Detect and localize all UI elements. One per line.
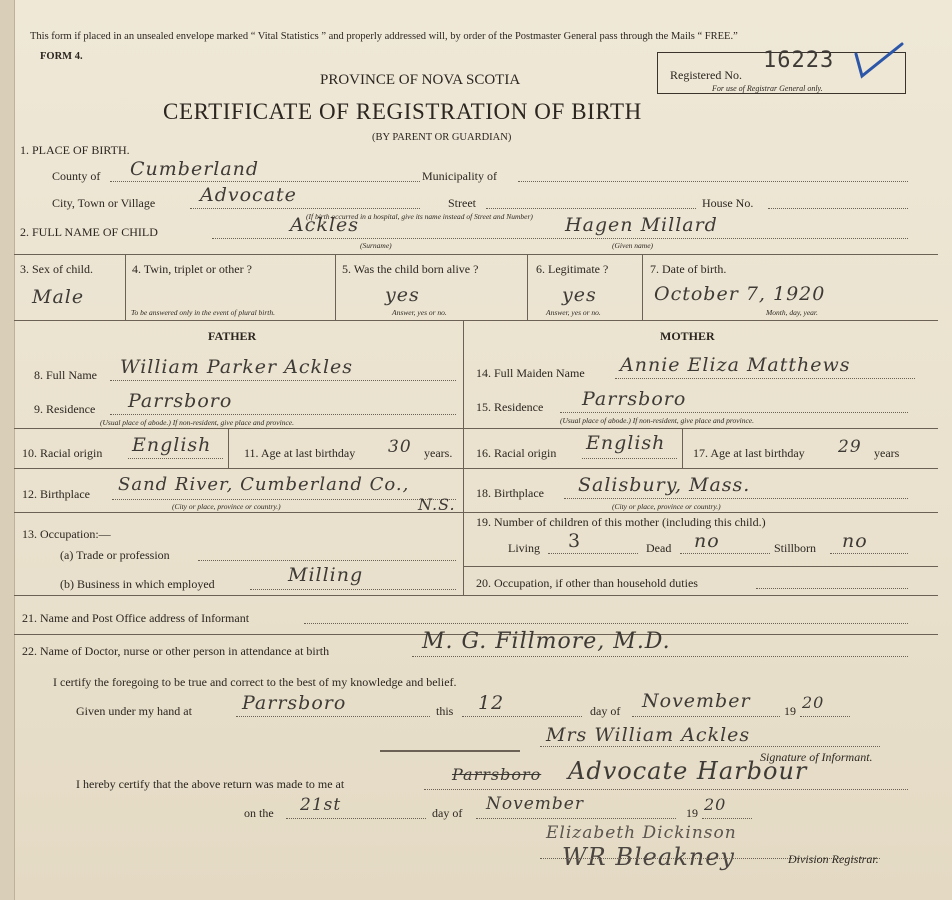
father-occupation-label: 13. Occupation:— xyxy=(22,527,111,541)
doctor-line xyxy=(412,656,908,657)
given-under-label: Given under my hand at xyxy=(76,704,192,718)
county-value: Cumberland xyxy=(130,158,260,180)
col-divider-2 xyxy=(335,254,336,320)
county-line xyxy=(110,181,420,182)
mother-racial-line xyxy=(582,458,677,459)
province-heading: PROVINCE OF NOVA SCOTIA xyxy=(320,72,521,88)
street-label: Street xyxy=(448,196,476,210)
father-years: years. xyxy=(424,446,453,460)
postal-notice: This form if placed in an unsealed envelope marked “ Vital Statistics ” and properly addressed will, by order of the Postmaster General pass through the Mails “ FREE.” xyxy=(30,31,738,42)
legit-note: Answer, yes or no. xyxy=(546,308,601,317)
house-no-label: House No. xyxy=(702,196,754,210)
living-label: Living xyxy=(508,541,540,555)
crossed-place: Parrsboro xyxy=(452,765,542,784)
blue-check-mark-icon xyxy=(852,40,907,85)
registration-day: 21st xyxy=(300,795,342,815)
legit-value: yes xyxy=(562,284,597,306)
father-heading: FATHER xyxy=(208,329,257,343)
given-place: Parrsboro xyxy=(242,692,347,714)
registrar-use-note: For use of Registrar General only. xyxy=(712,84,823,93)
mother-racial-label: 16. Racial origin xyxy=(476,446,557,460)
informant-label: 21. Name and Post Office address of Informant xyxy=(22,611,250,625)
father-birthplace-label: 12. Birthplace xyxy=(22,487,90,501)
city-label: City, Town or Village xyxy=(52,196,156,210)
row-bottom-rule xyxy=(14,320,938,321)
father-trade-line xyxy=(198,560,456,561)
given-name-caption: (Given name) xyxy=(612,241,654,250)
mother-birthplace-label: 18. Birthplace xyxy=(476,486,544,500)
child-name-label: 2. FULL NAME OF CHILD xyxy=(20,225,158,239)
mother-children-rule xyxy=(463,512,938,513)
mother-occupation-label: 20. Occupation, if other than household duties xyxy=(476,576,698,590)
reg-year-prefix: 19 xyxy=(686,806,698,820)
father-racial-top-rule xyxy=(14,428,463,429)
county-label: County of xyxy=(52,169,101,183)
mother-years: years xyxy=(874,446,900,460)
father-birthplace: Sand River, Cumberland Co., xyxy=(118,474,410,495)
mother-racial-divider xyxy=(682,428,683,468)
center-rule xyxy=(380,750,520,752)
child-name-line xyxy=(212,238,908,239)
month-line xyxy=(632,716,780,717)
living-value: 3 xyxy=(568,530,582,552)
registrar-caption: Division Registrar. xyxy=(788,852,879,866)
living-line xyxy=(548,553,638,554)
mother-name-line xyxy=(615,378,915,379)
informant-line xyxy=(304,623,908,624)
given-day: 12 xyxy=(478,692,505,714)
hospital-note: (If birth occurred in a hospital, give its name instead of Street and Number) xyxy=(306,212,533,221)
father-name-label: 8. Full Name xyxy=(34,368,97,382)
on-the-label: on the xyxy=(244,806,274,820)
informant-sig-line xyxy=(540,746,880,747)
reg-day-of-label: day of xyxy=(432,806,463,820)
city-line xyxy=(190,208,420,209)
informant-top-rule xyxy=(14,595,938,596)
stillborn-line xyxy=(830,553,908,554)
father-trade-label: (a) Trade or profession xyxy=(60,548,170,562)
sex-value: Male xyxy=(32,286,85,308)
mother-age-label: 17. Age at last birthday xyxy=(693,446,805,460)
mother-birthplace-line xyxy=(564,498,908,499)
registration-month: November xyxy=(486,794,584,814)
registered-number: 16223 xyxy=(763,48,835,73)
given-month: November xyxy=(642,690,751,712)
father-birthplace-line xyxy=(112,499,456,500)
alive-label: 5. Was the child born alive ? xyxy=(342,262,479,276)
registrar-signature-2: WR Bleakney xyxy=(562,843,735,871)
father-business: Milling xyxy=(288,564,364,586)
mother-birthplace-note: (City or place, province or country.) xyxy=(612,502,721,511)
registrar-statement: I hereby certify that the above return was made to me at xyxy=(76,777,345,791)
legit-label: 6. Legitimate ? xyxy=(536,262,609,276)
father-name-line xyxy=(110,380,456,381)
form-number: FORM 4. xyxy=(40,51,83,62)
parents-divider xyxy=(463,320,464,595)
mother-name: Annie Eliza Matthews xyxy=(620,354,851,376)
mother-children-label: 19. Number of children of this mother (including this child.) xyxy=(476,515,766,529)
father-racial-bottom-rule xyxy=(14,468,463,469)
father-res-note: (Usual place of abode.) If non-resident, give place and province. xyxy=(100,418,294,427)
father-name: William Parker Ackles xyxy=(120,356,354,378)
father-res-line xyxy=(110,414,456,415)
doctor-value: M. G. Fillmore, M.D. xyxy=(422,629,671,654)
alive-note: Answer, yes or no. xyxy=(392,308,447,317)
father-res-label: 9. Residence xyxy=(34,402,96,416)
given-year-suffix: 20 xyxy=(802,693,825,712)
certificate-title: CERTIFICATE OF REGISTRATION OF BIRTH xyxy=(163,99,642,124)
day-of-label: day of xyxy=(590,704,621,718)
father-racial: English xyxy=(132,434,212,456)
reg-place-line xyxy=(424,789,908,790)
father-business-label: (b) Business in which employed xyxy=(60,577,215,591)
given-place-line xyxy=(236,716,430,717)
col-divider-4 xyxy=(642,254,643,320)
reg-day-line xyxy=(286,818,426,819)
father-racial-divider xyxy=(228,428,229,468)
reg-year-line xyxy=(702,818,752,819)
twin-note: To be answered only in the event of plural birth. xyxy=(131,308,276,317)
mother-res: Parrsboro xyxy=(582,388,687,410)
certification-statement: I certify the foregoing to be true and correct to the best of my knowledge and belief. xyxy=(53,675,457,689)
dob-note: Month, day, year. xyxy=(766,308,818,317)
dob-value: October 7, 1920 xyxy=(654,283,826,305)
dead-label: Dead xyxy=(646,541,672,555)
day-line xyxy=(462,716,582,717)
mother-occupation-rule xyxy=(463,566,938,567)
mother-name-label: 14. Full Maiden Name xyxy=(476,366,585,380)
house-line xyxy=(768,208,908,209)
mother-res-label: 15. Residence xyxy=(476,400,544,414)
municipality-line xyxy=(518,181,908,182)
left-binding-edge xyxy=(0,0,15,900)
mother-res-line xyxy=(560,412,908,413)
registration-place: Advocate Harbour xyxy=(568,757,808,785)
informant-sig-caption: Signature of Informant. xyxy=(760,750,873,764)
mother-racial-top-rule xyxy=(463,428,938,429)
stillborn-label: Stillborn xyxy=(774,541,817,555)
city-value: Advocate xyxy=(200,184,297,206)
reg-month-line xyxy=(476,818,676,819)
doctor-label: 22. Name of Doctor, nurse or other person in attendance at birth xyxy=(22,644,330,658)
twin-label: 4. Twin, triplet or other ? xyxy=(132,262,252,276)
given-year-prefix: 19 xyxy=(784,704,796,718)
registration-year-suffix: 20 xyxy=(704,795,727,814)
father-age-label: 11. Age at last birthday xyxy=(244,446,356,460)
father-birthplace-note: (City or place, province or country.) xyxy=(172,502,281,511)
mother-racial-bottom-rule xyxy=(463,468,938,469)
father-birthplace-2: N.S. xyxy=(418,495,456,514)
year-line xyxy=(800,716,850,717)
mother-occupation-line xyxy=(756,588,908,589)
child-given-name: Hagen Millard xyxy=(565,214,718,236)
surname-caption: (Surname) xyxy=(360,241,392,250)
stillborn-value: no xyxy=(842,530,868,552)
father-racial-line xyxy=(128,458,223,459)
mother-age: 29 xyxy=(838,437,862,457)
street-line xyxy=(486,208,696,209)
col-divider-1 xyxy=(125,254,126,320)
father-business-line xyxy=(250,589,456,590)
mother-heading: MOTHER xyxy=(660,329,715,343)
place-of-birth-label: 1. PLACE OF BIRTH. xyxy=(20,143,130,157)
mother-birthplace: Salisbury, Mass. xyxy=(578,474,751,496)
municipality-label: Municipality of xyxy=(422,169,497,183)
dead-value: no xyxy=(694,530,720,552)
registrar-signature-1: Elizabeth Dickinson xyxy=(546,823,737,843)
father-age: 30 xyxy=(388,437,412,457)
certificate-subtitle: (BY PARENT OR GUARDIAN) xyxy=(372,132,512,143)
mother-res-note: (Usual place of abode.) If non-resident, give place and province. xyxy=(560,416,754,425)
father-racial-label: 10. Racial origin xyxy=(22,446,103,460)
registered-no-label: Registered No. xyxy=(670,68,742,82)
mother-racial: English xyxy=(586,432,666,454)
col-divider-3 xyxy=(527,254,528,320)
dead-line xyxy=(680,553,770,554)
sex-label: 3. Sex of child. xyxy=(20,262,93,276)
this-label: this xyxy=(436,704,454,718)
row-top-rule xyxy=(14,254,938,255)
dob-label: 7. Date of birth. xyxy=(650,262,727,276)
father-res: Parrsboro xyxy=(128,390,233,412)
child-surname: Ackles xyxy=(290,214,359,236)
informant-signature: Mrs William Ackles xyxy=(546,724,751,746)
alive-value: yes xyxy=(385,284,420,306)
father-occupation-rule xyxy=(14,512,463,513)
